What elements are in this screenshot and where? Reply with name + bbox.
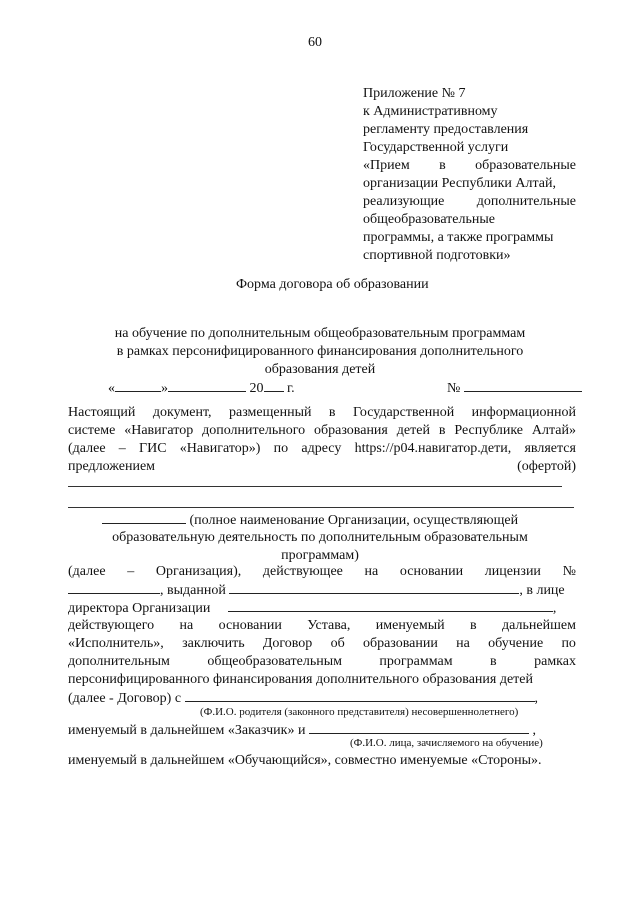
org-short-blank[interactable] bbox=[102, 511, 186, 524]
para2-line: дополнительным общеобразовательным программам в рамках bbox=[68, 654, 576, 669]
para2-line: персонифицированного финансирования дополнительного образования детей bbox=[68, 672, 534, 687]
page-number: 60 bbox=[308, 35, 322, 50]
appendix-line: Приложение № 7 bbox=[363, 86, 466, 101]
para2-line: «Исполнитель», заключить Договор об образовании на обучение по bbox=[68, 636, 576, 651]
para1-line: (далее – ГИС «Навигатор») по адресу https://p04.навигатор.дети, является bbox=[68, 441, 576, 456]
year-blank[interactable] bbox=[264, 379, 284, 392]
org-caption-line: (полное наименование Организации, осуществляющей bbox=[102, 511, 518, 529]
customer-line: именуемый в дальнейшем «Заказчик» и , bbox=[68, 723, 536, 738]
parent-caption: (Ф.И.О. родителя (законного представителя) несовершеннолетнего) bbox=[200, 706, 519, 718]
appendix-line: организации Республики Алтай, bbox=[363, 176, 556, 191]
number-blank[interactable] bbox=[464, 379, 582, 392]
para2-line: , выданной , в лице bbox=[68, 581, 565, 599]
appendix-line: «Прием в образовательные bbox=[363, 158, 576, 173]
appendix-line: программы, а также программы bbox=[363, 230, 554, 245]
appendix-line: реализующие дополнительные bbox=[363, 194, 576, 209]
student-name-blank[interactable] bbox=[309, 721, 529, 734]
day-blank[interactable] bbox=[115, 379, 161, 392]
para1-line: Настоящий документ, размещенный в Государственной информационной bbox=[68, 405, 576, 420]
para2-line: директора Организации , bbox=[68, 601, 557, 616]
license-number-blank[interactable] bbox=[68, 581, 160, 594]
para1-line: системе «Навигатор дополнительного образования детей в Республике Алтай» bbox=[68, 423, 576, 438]
para2-line: действующего на основании Устава, именуемый в дальнейшем bbox=[68, 618, 576, 633]
contract-number: № bbox=[447, 379, 582, 397]
para2-line: (далее - Договор) с , bbox=[68, 691, 539, 706]
director-blank[interactable] bbox=[228, 599, 553, 612]
subtitle-line: образования детей bbox=[264, 362, 376, 377]
date-row: « » 20 г. bbox=[108, 381, 295, 396]
appendix-line: регламенту предоставления bbox=[363, 122, 529, 137]
month-blank[interactable] bbox=[168, 379, 246, 392]
parent-name-blank[interactable] bbox=[185, 689, 535, 702]
para2-line: (далее – Организация), действующее на основании лицензии № bbox=[68, 564, 576, 579]
org-name-blank[interactable] bbox=[68, 486, 562, 487]
form-title: Форма договора об образовании bbox=[236, 277, 429, 292]
subtitle-line: в рамках персонифицированного финансирования дополнительного bbox=[116, 344, 524, 359]
license-issuer-blank[interactable] bbox=[229, 581, 519, 594]
org-caption-line: образовательную деятельность по дополнительным образовательным bbox=[112, 530, 528, 545]
para1-line: предложением (офертой) bbox=[68, 459, 576, 474]
org-name-blank[interactable] bbox=[68, 507, 574, 508]
appendix-line: к Административному bbox=[363, 104, 498, 119]
org-caption-line: программам) bbox=[281, 548, 359, 563]
appendix-line: Государственной услуги bbox=[363, 140, 509, 155]
appendix-line: спортивной подготовки» bbox=[363, 248, 511, 263]
subtitle-line: на обучение по дополнительным общеобразовательным программам bbox=[114, 326, 526, 341]
appendix-line: общеобразовательные bbox=[363, 212, 495, 227]
final-line: именуемый в дальнейшем «Обучающийся», совместно именуемые «Стороны». bbox=[68, 753, 542, 768]
student-caption: (Ф.И.О. лица, зачисляемого на обучение) bbox=[350, 737, 543, 749]
